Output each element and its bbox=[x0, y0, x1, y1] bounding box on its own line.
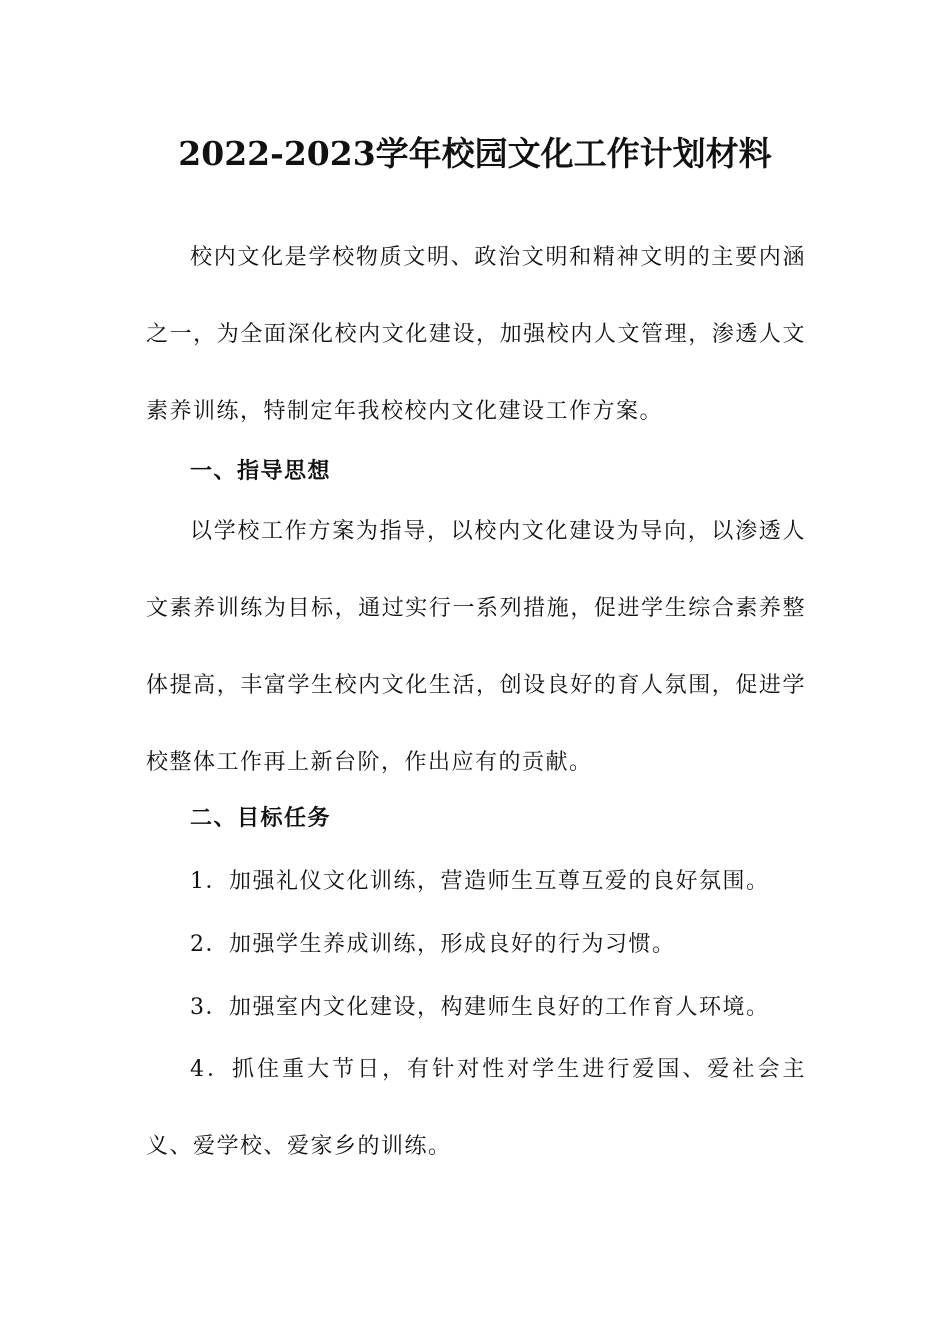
goal-item-3: 3．加强室内文化建设，构建师生良好的工作育人环境。 bbox=[190, 995, 770, 1020]
section-heading-goals-tasks: 二、目标任务 bbox=[190, 805, 332, 831]
intro-paragraph: 校内文化是学校物质文明、政治文明和精神文明的主要内涵之一，为全面深化校内文化建设，加强校内人文管理，渗透人文素养训练，特制定年我校校内文化建设工作方案。 bbox=[146, 245, 806, 424]
goal-item-1: 1．加强礼仪文化训练，营造师生互尊互爱的良好氛围。 bbox=[190, 869, 770, 894]
goal-item-2: 2．加强学生养成训练，形成良好的行为习惯。 bbox=[190, 932, 676, 957]
goal-item-4: 4．抓住重大节日，有针对性对学生进行爱国、爱社会主义、爱学校、爱家乡的训练。 bbox=[146, 1057, 806, 1159]
section-heading-guiding-ideology: 一、指导思想 bbox=[190, 458, 332, 484]
document-title: 2022-2023学年校园文化工作计划材料 bbox=[178, 134, 772, 173]
guiding-ideology-paragraph: 以学校工作方案为指导，以校内文化建设为导向，以渗透人文素养训练为目标，通过实行一系列措施，促进学生综合素养整体提高，丰富学生校内文化生活，创设良好的育人氛围，促进学校整体工作再上新台阶，作出应有的贡献。 bbox=[146, 519, 806, 775]
